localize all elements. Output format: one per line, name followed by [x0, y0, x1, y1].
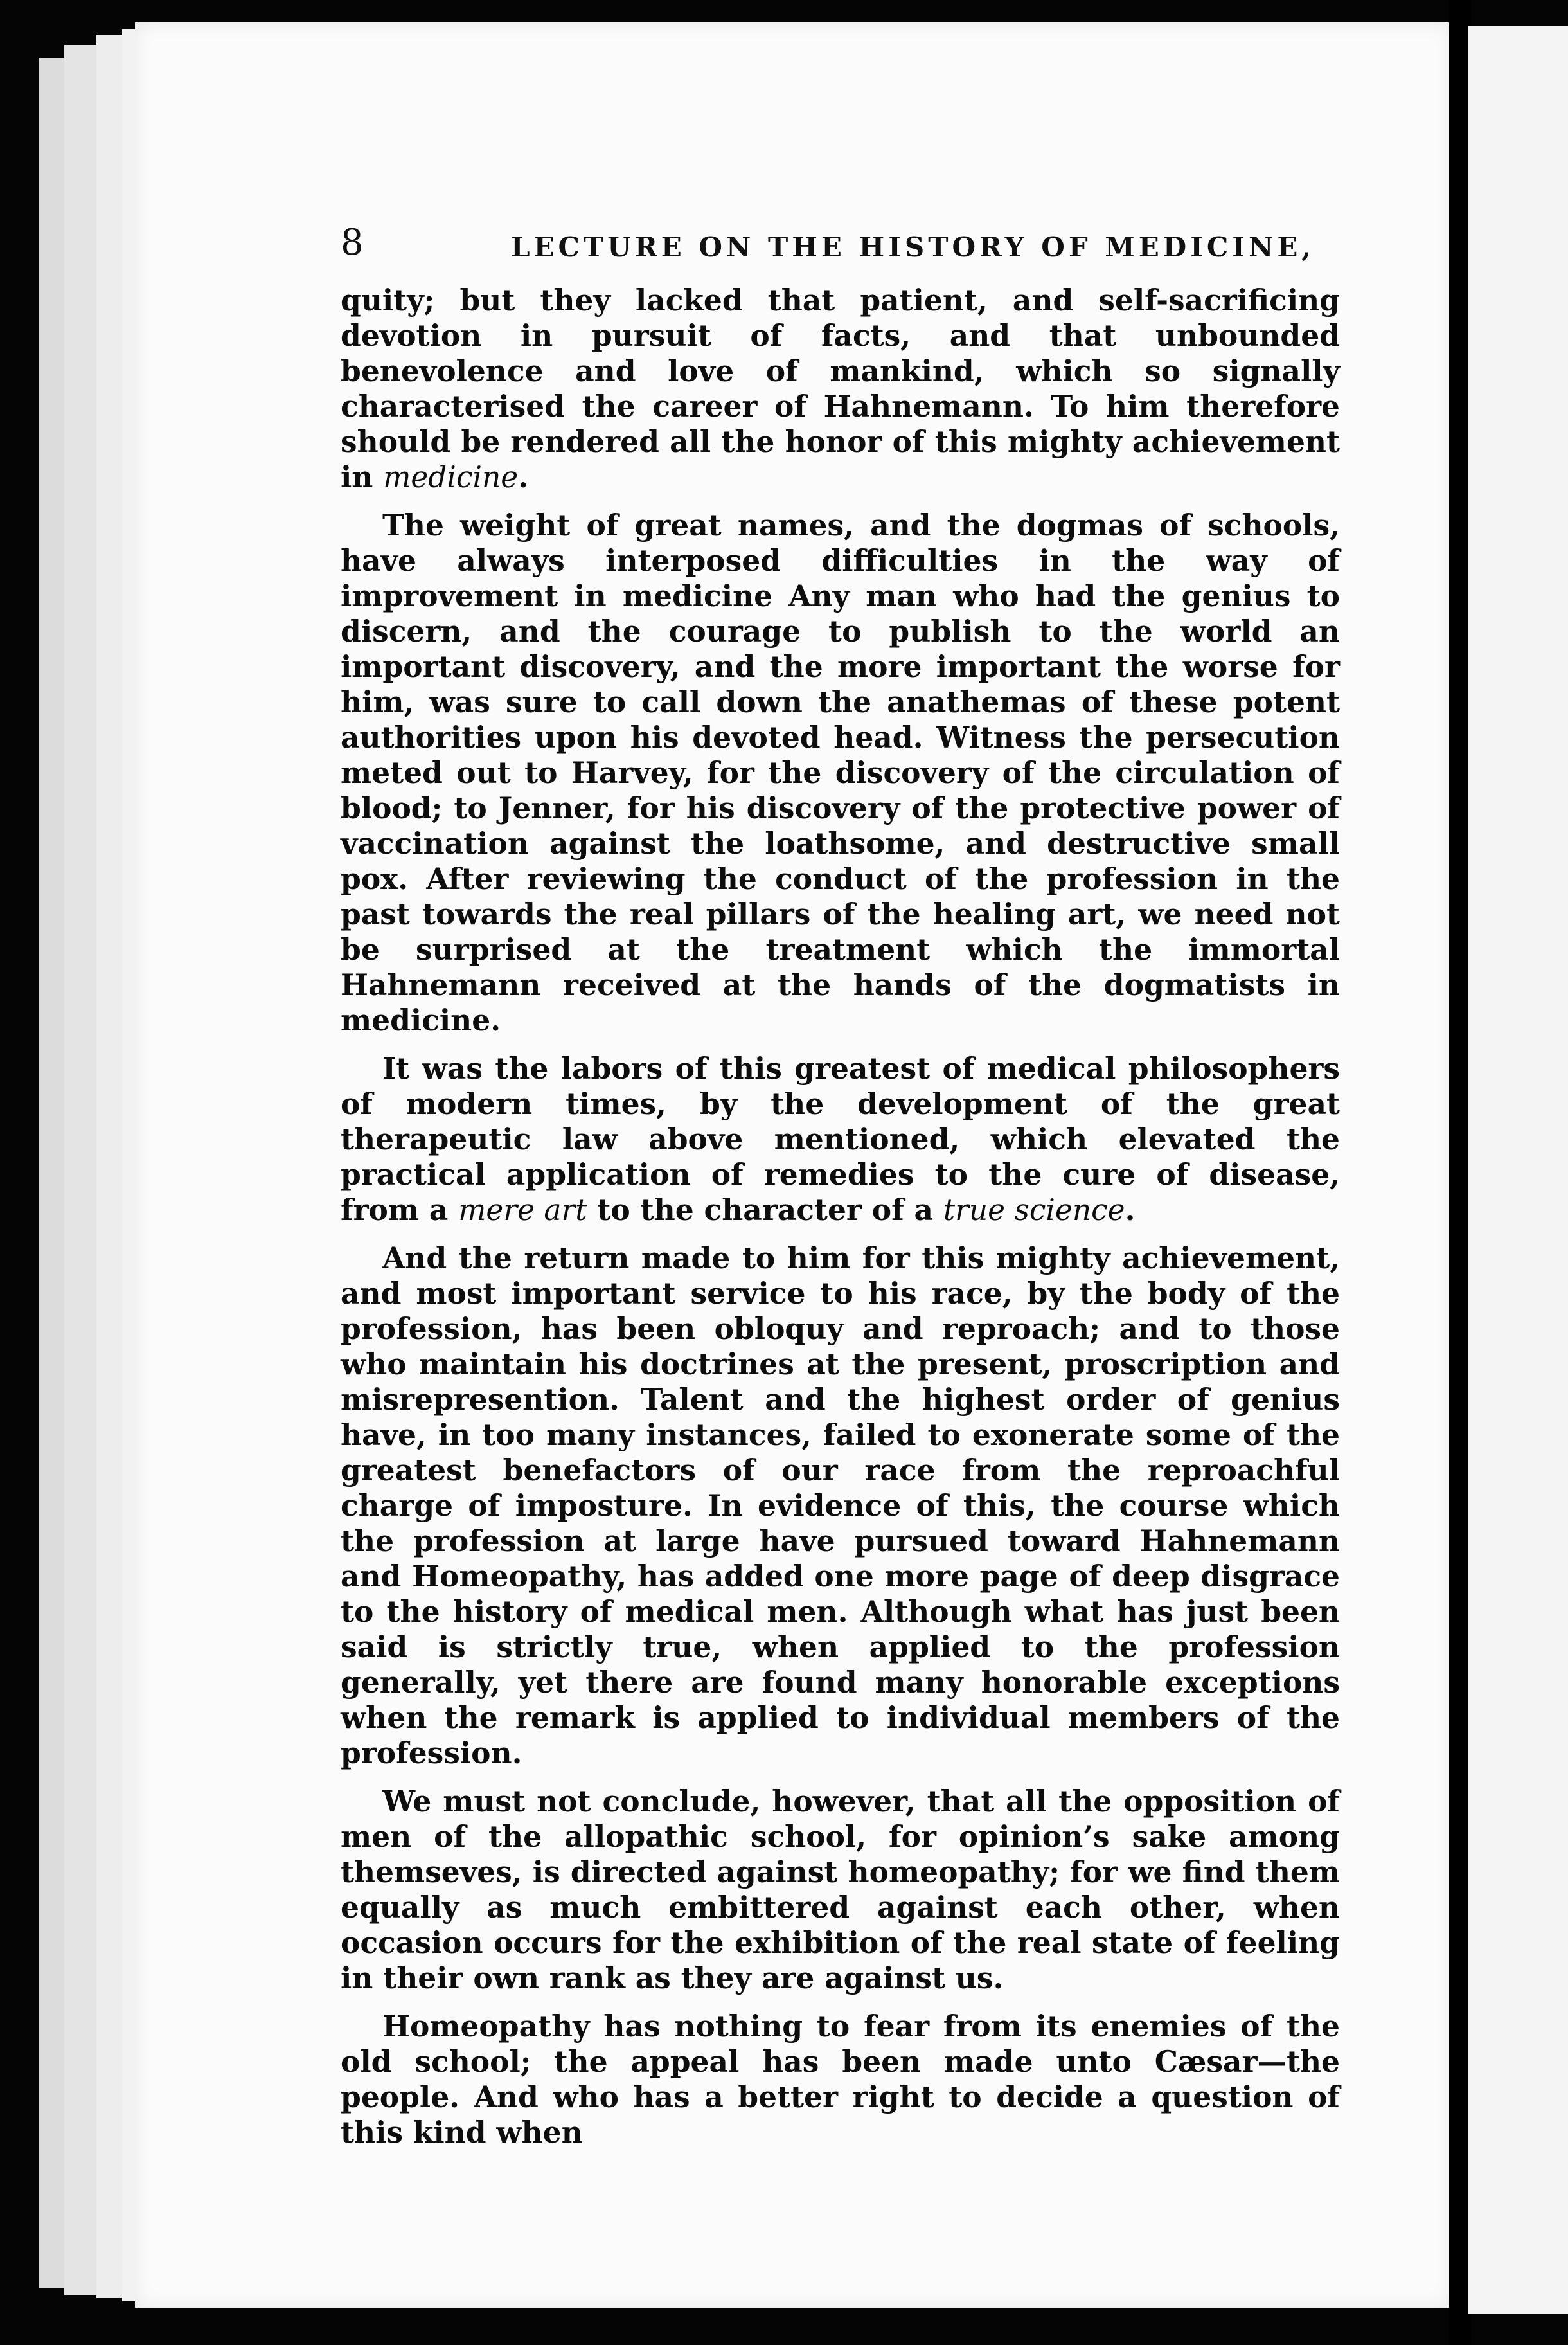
facing-page — [1468, 26, 1568, 2314]
paragraph-text: We must not conclude, however, that all the opposition of men of the allopathic school, for opinion’s sake among themseves, is directed against homeopathy; for we find them equally as much embittered against each other, when occasion occurs for the exhibition of the real state of feeling in their own rank as they are against us. — [341, 1784, 1340, 1995]
paragraph-text: to the character of a — [587, 1192, 943, 1227]
paragraph-text: . — [518, 460, 529, 494]
paragraph-text: Homeopathy has nothing to fear from its enemies of the old school; the appeal has been made unto Cæsar—the people. And who has a better right to decide a question of this kind when — [341, 2009, 1340, 2150]
paragraph — [341, 1051, 1340, 1228]
italic-text: medicine — [383, 460, 519, 494]
paragraph — [341, 283, 1340, 495]
paragraph — [341, 2009, 1340, 2150]
running-head: LECTURE ON THE HISTORY OF MEDICINE, — [511, 231, 1315, 263]
italic-text: true science — [943, 1193, 1125, 1227]
body-text — [341, 283, 1340, 2163]
paragraph — [341, 508, 1340, 1038]
paragraph-text: It was the labors of this greatest of medical philosophers of modern times, by the development of the great therapeutic law above mentioned, which elevated the practical application of remedies to the cure of disease, from a — [341, 1051, 1340, 1227]
italic-text: mere art — [458, 1193, 587, 1227]
paragraph — [341, 1241, 1340, 1771]
paragraph-text: quity; but they lacked that patient, and self-sacrificing devotion in pursuit of facts, and that unbounded benevolence and love of mankind, which so signally characterised the career of Hahnemann. To him therefore should be rendered all the honor of this mighty achievement in — [341, 283, 1340, 494]
paragraph — [341, 1784, 1340, 1996]
paragraph-text: The weight of great names, and the dogmas of schools, have always interposed difficulties in the way of improvement in medicine Any man who had the genius to discern, and the courage to publish to the world an important discovery, and the more important the worse for him, was sure to call down the anathemas of these potent authorities upon his devoted head. Witness the persecution meted out to Harvey, for the discovery of the circulation of blood; to Jenner, for his discovery of the protective power of vaccination against the loathsome, and destructive small pox. After reviewing the conduct of the profession in the past towards the real pillars of the healing art, we need not be surprised at the treatment which the immortal Hahnemann received at the hands of the dogmatists in medicine. — [341, 508, 1340, 1038]
book-gutter — [1449, 0, 1471, 2345]
page-number: 8 — [341, 222, 364, 264]
paragraph-text: . — [1125, 1192, 1136, 1227]
paragraph-text: And the return made to him for this mighty achievement, and most important service to his race, by the body of the profession, has been obloquy and reproach; and to those who maintain his doctrines at the present, proscription and misrepresention. Talent and the highest order of genius have, in too many instances, failed to exonerate some of the greatest benefactors of our race from the reproachful charge of imposture. In evidence of this, the course which the profession at large have pursued toward Hahnemann and Homeopathy, has added one more page of deep disgrace to the history of medical men. Although what has just been said is strictly true, when applied to the profession generally, yet there are found many honorable exceptions when the remark is applied to individual members of the profession. — [341, 1241, 1340, 1770]
